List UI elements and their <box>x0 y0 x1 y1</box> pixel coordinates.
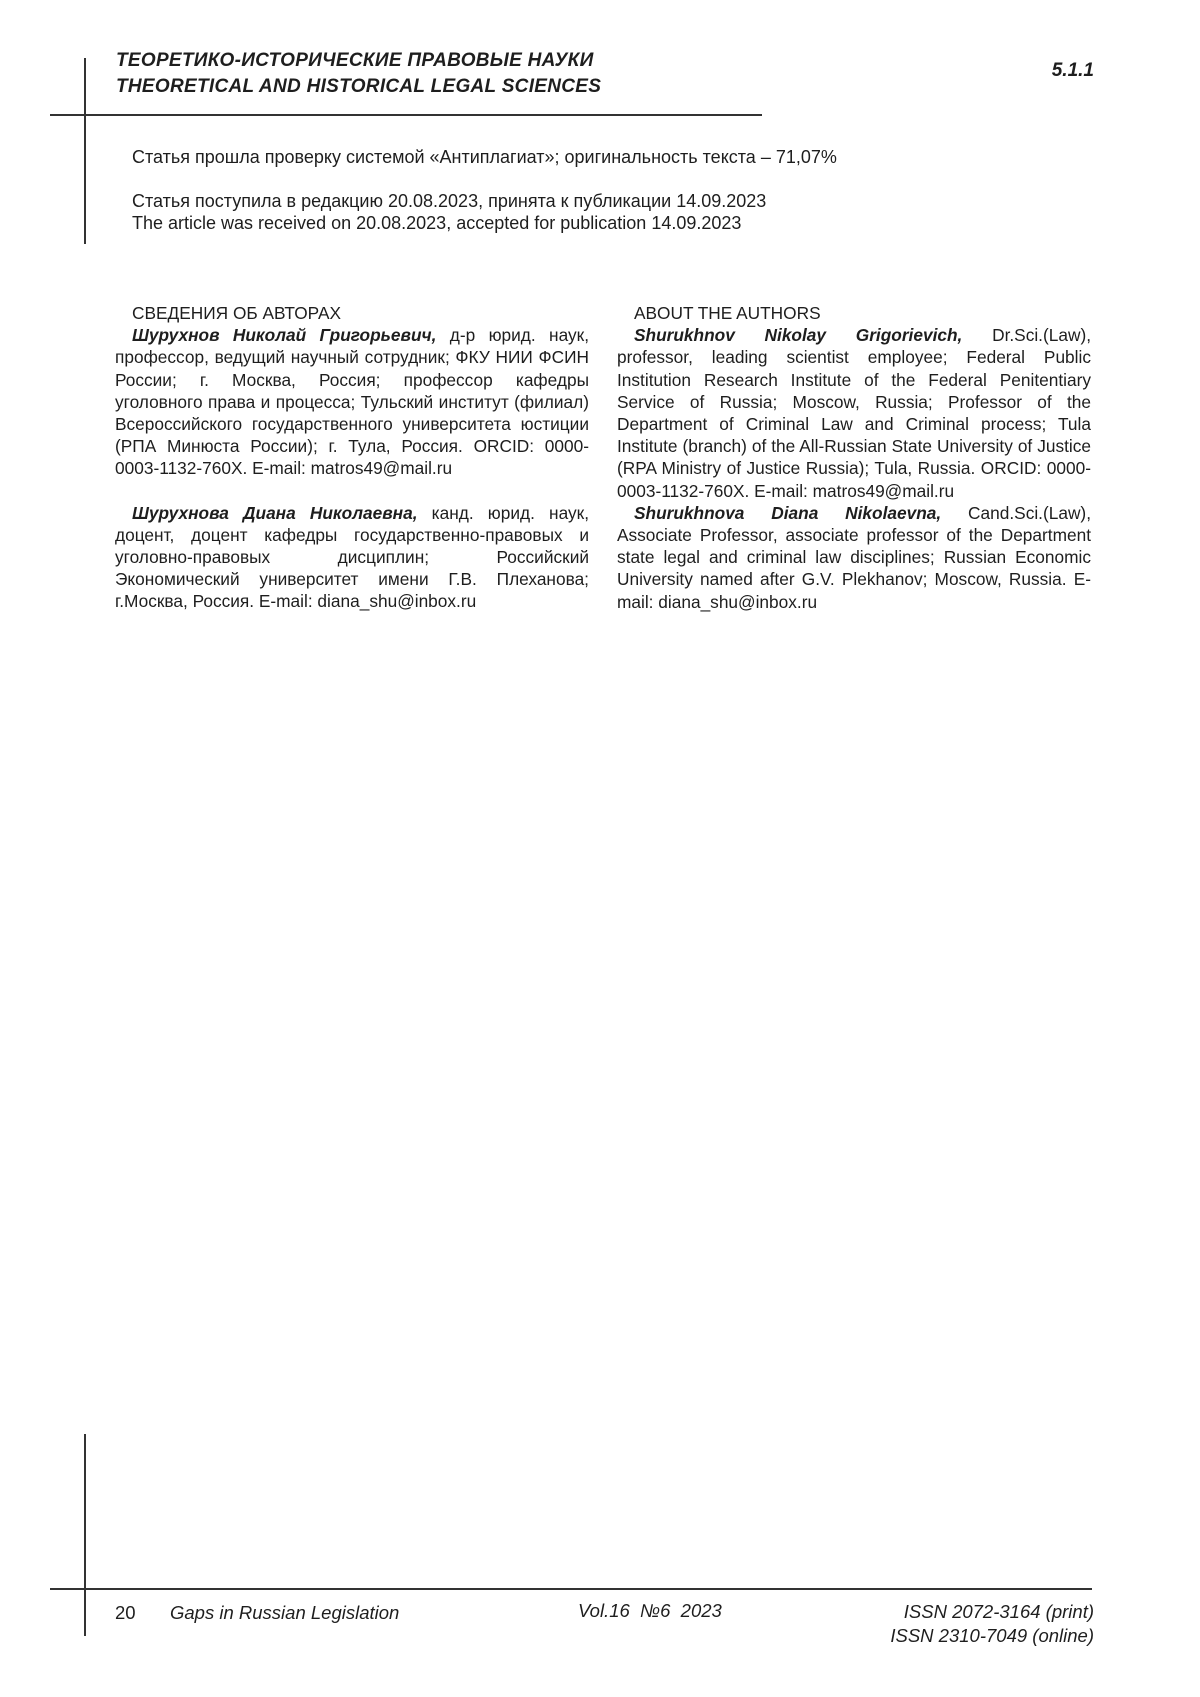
author-en-2 <box>617 502 1091 613</box>
antiplagiat-note: Статья прошла проверку системой «Антиплагиат»; оригинальность текста – 71,07% <box>132 147 837 167</box>
authors-ru-column <box>115 302 589 613</box>
header-horizontal-rule <box>50 114 762 116</box>
received-dates-ru: Статья поступила в редакцию 20.08.2023, принята к публикации 14.09.2023 <box>132 191 767 211</box>
author-ru-1-name: Шурухнов Николай Григорьевич, <box>132 325 437 346</box>
section-title-en: THEORETICAL AND HISTORICAL LEGAL SCIENCES <box>116 76 602 97</box>
author-ru-2 <box>115 502 589 613</box>
page-number: 20 <box>115 1602 136 1623</box>
author-ru-2-name: Шурухнова Диана Николаевна, <box>132 502 418 523</box>
issn-print: ISSN 2072-3164 (print) <box>903 1601 1094 1622</box>
author-en-1 <box>617 324 1091 502</box>
section-title-ru: ТЕОРЕТИКО-ИСТОРИЧЕСКИЕ ПРАВОВЫЕ НАУКИ <box>116 50 594 71</box>
received-dates-en: The article was received on 20.08.2023, accepted for publication 14.09.2023 <box>132 213 742 233</box>
author-en-2-text: Cand.Sci.(Law), Associate Professor, associate professor of the Department state legal and criminal law disciplines; Russian Economic University named after G.V. Plekhanov; Moscow, Russia. E-mail: diana_shu@inbox.ru <box>617 502 1091 612</box>
author-en-1-text: Dr.Sci.(Law), professor, leading scientist employee; Federal Public Institution Research Institute of the Federal Penitentiary Service of Russia; Moscow, Russia; Professor of the Department of Criminal Law and Criminal process; Tula Institute (branch) of the All-Russian State University of Justice (RPA Ministry of Justice Russia); Tula, Russia. ORCID: 0000-0003-1132-760X. E-mail: matros49@mail.ru <box>617 325 1091 501</box>
received-dates <box>132 190 766 234</box>
author-ru-1 <box>115 324 589 479</box>
issn-online: ISSN 2310-7049 (online) <box>890 1625 1094 1646</box>
footer-vertical-rule <box>84 1434 86 1636</box>
authors-en-heading: ABOUT THE AUTHORS <box>634 303 821 323</box>
author-en-1-name: Shurukhnov Nikolay Grigorievich, <box>634 325 963 346</box>
journal-name: Gaps in Russian Legislation <box>170 1602 400 1623</box>
author-en-2-name: Shurukhnova Diana Nikolaevna, <box>634 502 942 523</box>
authors-ru-heading: СВЕДЕНИЯ ОБ АВТОРАХ <box>132 303 342 323</box>
author-ru-2-text: канд. юрид. наук, доцент, доцент кафедры государственно-правовых и уголовно-правовых дисциплин; Российский Экономический университет имени Г.В. Плеханова; г.Москва, Россия. E-mail: diana_shu@inbox.ru <box>115 502 589 612</box>
section-code: 5.1.1 <box>1051 60 1094 81</box>
author-ru-1-text: д-р юрид. наук, профессор, ведущий научный сотрудник; ФКУ НИИ ФСИН России; г. Москва, Россия; профессор кафедры уголовного права и процесса; Тульский институт (филиал) Всероссийского государственного университета юстиции (РПА Минюста России); г. Тула, Россия. ORCID: 0000-0003-1132-760X. E-mail: matros49@mail.ru <box>115 325 589 479</box>
footer-horizontal-rule <box>50 1588 1092 1590</box>
header-vertical-rule <box>84 58 86 244</box>
volume-issue: Vol.16 №6 2023 <box>578 1600 722 1621</box>
issn-block <box>890 1600 1094 1648</box>
authors-en-column <box>617 302 1091 613</box>
